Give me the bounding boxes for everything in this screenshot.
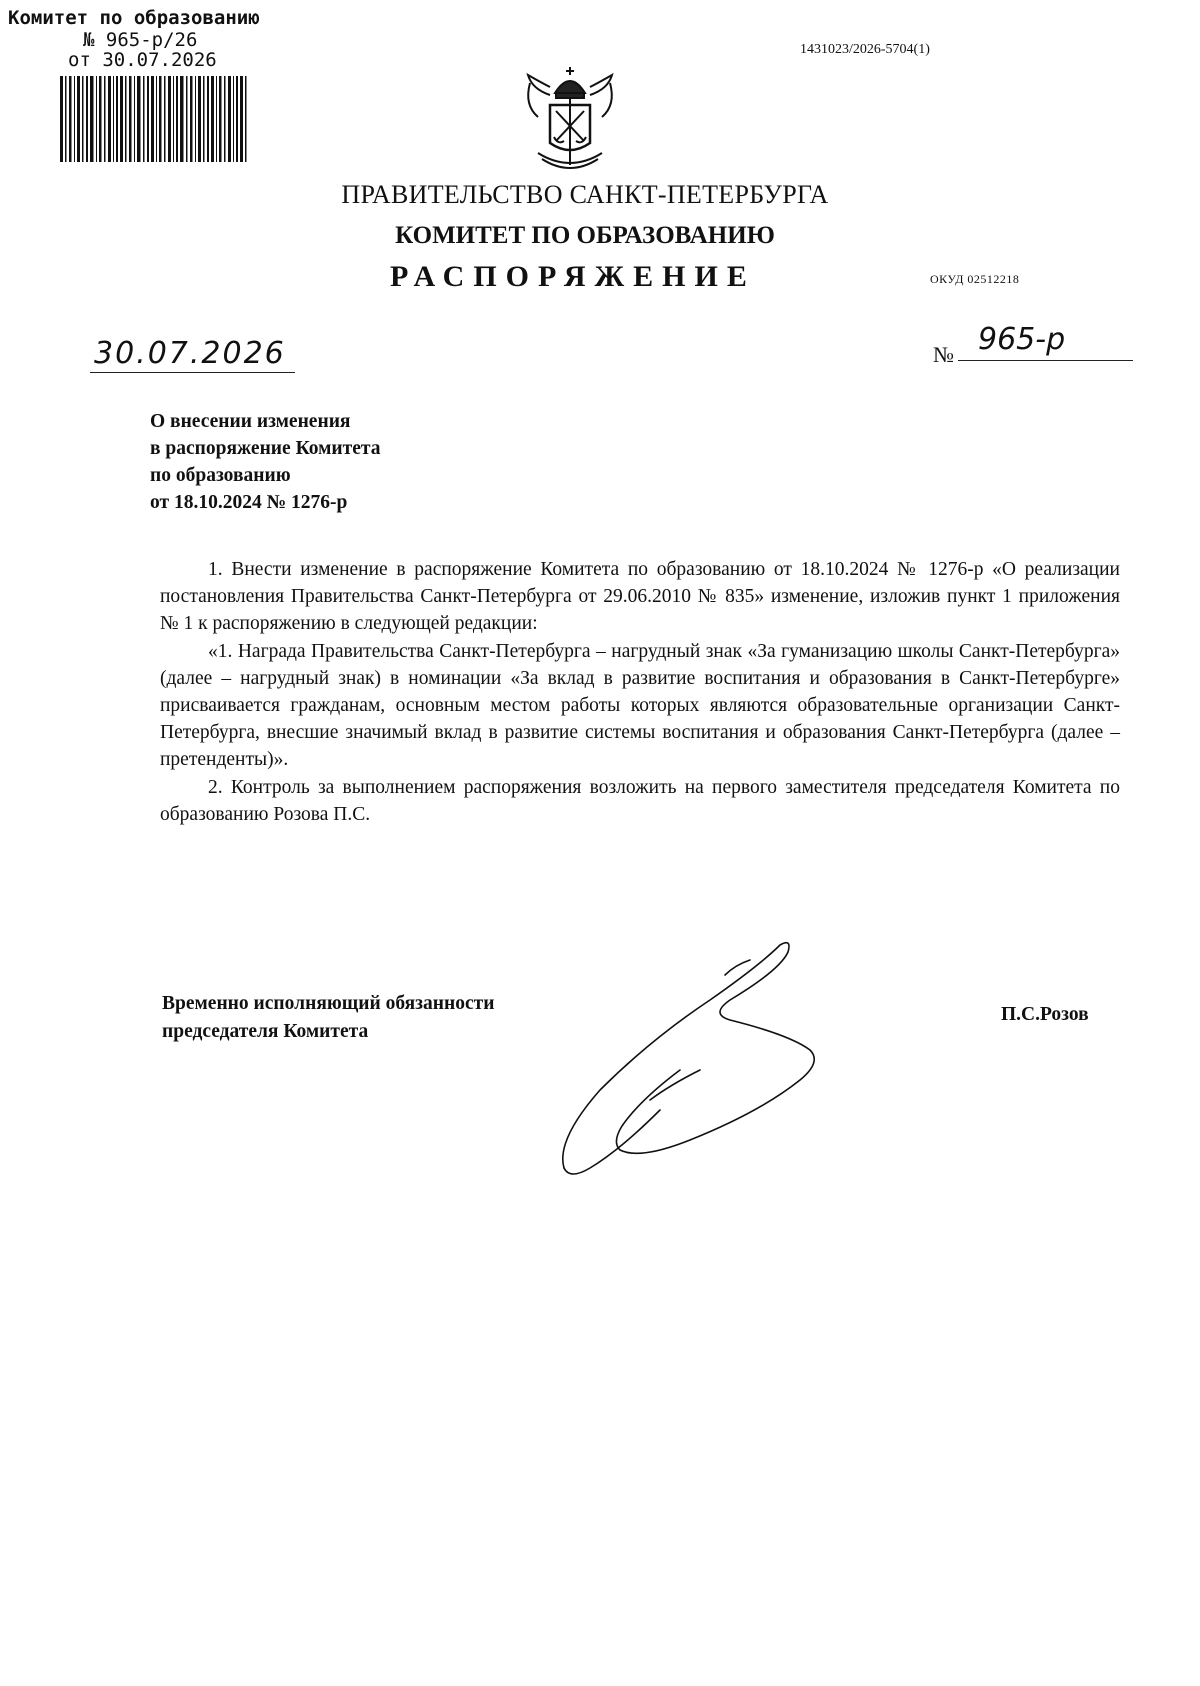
registration-stamp xyxy=(8,6,268,164)
paragraph-quoted: «1. Награда Правительства Санкт-Петербурга – нагрудный знак «За гуманизацию школы Санкт-Петербурга» (далее – нагрудный знак) в номинации «За вклад в развитие воспитания и образования в Санкт-Петербурге» присваивается гражданам, основным местом работы которых являются образовательные организации Санкт-Петербурга, внесшие значимый вклад в развитие системы воспитания и образования Санкт-Петербурга (далее – претенденты)». xyxy=(160,640,1120,771)
subject-line: в распоряжение Комитета xyxy=(150,438,381,459)
subject-line: от 18.10.2024 № 1276-р xyxy=(150,492,348,513)
stamp-number: № 965-р/26 xyxy=(83,29,198,51)
signer-name: П.С.Розов xyxy=(1001,1004,1089,1025)
handwritten-date-text: 30.07.2026 xyxy=(94,336,286,371)
barcode xyxy=(60,76,250,162)
signer-title-line-2: председателя Комитета xyxy=(162,1021,369,1042)
document-body xyxy=(160,556,1120,828)
date-underline xyxy=(90,372,295,373)
handwritten-signature xyxy=(560,940,860,1180)
subject-line: по образованию xyxy=(150,465,291,486)
handwritten-date xyxy=(90,336,300,376)
subject-line: О внесении изменения xyxy=(150,411,351,432)
government-title: ПРАВИТЕЛЬСТВО САНКТ-ПЕТЕРБУРГА xyxy=(341,180,829,209)
handwritten-number-text: 965-р xyxy=(978,322,1066,357)
number-underline xyxy=(958,360,1133,361)
committee-title: КОМИТЕТ ПО ОБРАЗОВАНИЮ xyxy=(395,222,775,249)
coat-of-arms-emblem xyxy=(520,65,620,175)
signer-title xyxy=(162,990,494,1046)
number-label: № xyxy=(933,342,954,367)
stamp-date: от 30.07.2026 xyxy=(68,49,217,71)
okud-code: ОКУД 02512218 xyxy=(930,272,1020,286)
signer-title-line-1: Временно исполняющий обязанности xyxy=(162,993,495,1014)
handwritten-number xyxy=(958,322,1138,366)
subject-block xyxy=(150,408,380,516)
paragraph-2: 2. Контроль за выполнением распоряжения возложить на первого заместителя председателя Комитета по образованию Розова П.С. xyxy=(160,776,1120,825)
stamp-organization: Комитет по образованию xyxy=(8,7,260,29)
document-type-title: РАСПОРЯЖЕНИЕ xyxy=(390,260,756,293)
document-code: 1431023/2026-5704(1) xyxy=(800,42,930,57)
paragraph-1: 1. Внести изменение в распоряжение Комитета по образованию от 18.10.2024 № 1276-р «О реализации постановления Правительства Санкт-Петербурга от 29.06.2010 № 835» изменение, изложив пункт 1 приложения № 1 к распоряжению в следующей редакции: xyxy=(160,559,1120,635)
